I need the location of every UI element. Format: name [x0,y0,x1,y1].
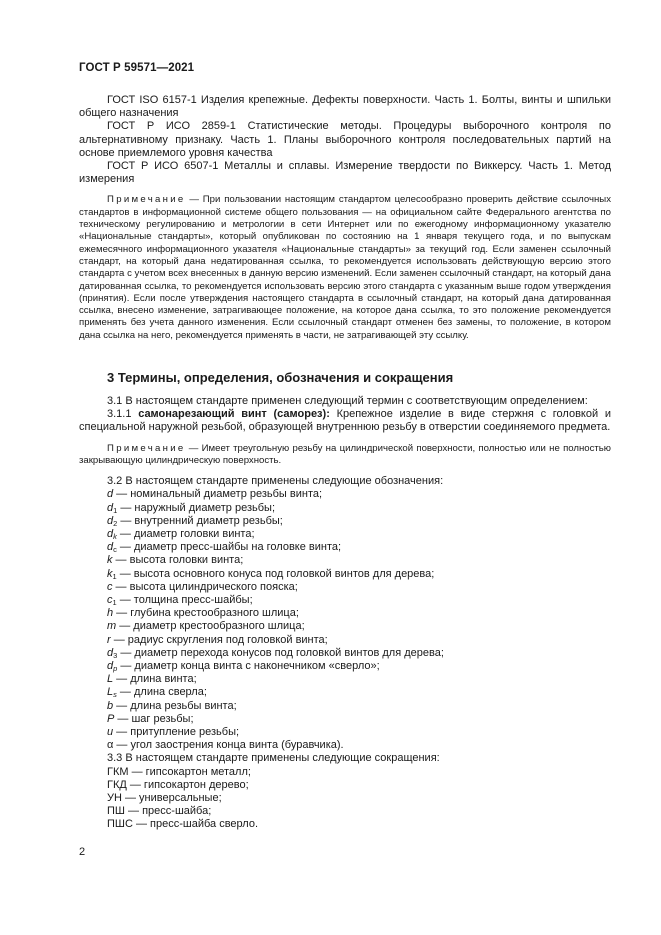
symbol: L [107,673,114,686]
symbol-description: — толщина пресс-шайбы; [116,594,253,607]
symbol: d [107,501,114,514]
symbol: d [107,528,114,540]
abbreviation-item: ГКД — гипсокартон дерево; [107,778,249,791]
symbol-description: — диаметр крестообразного шлица; [116,620,305,633]
abbreviation-item: УН — универсальные; [107,792,222,805]
symbol-description: — длина резьбы винта; [113,699,237,712]
symbol-description: — диаметр пресс-шайбы на головке винта; [116,541,342,554]
term-number: 3.1.1 [107,408,139,421]
reference-gost-iso-6157-1: ГОСТ ISO 6157-1 Изделия крепежные. Дефекты поверхности. Часть 1. Болты, винты и шпильки общего назначения [79,94,611,120]
symbol-subscript: p [113,664,118,674]
symbol-item [79,726,611,739]
symbol-subscript: s [113,690,117,700]
symbol: c [107,594,113,607]
symbol-description: — высота цилиндрического пояска; [112,580,298,593]
symbol: h [107,607,114,620]
symbol-description: — внутренний диаметр резьбы; [117,514,283,527]
symbol-subscript: 2 [113,518,118,528]
symbol-subscript: 1 [113,505,118,515]
symbol: k [107,554,113,567]
symbol-item [79,660,611,673]
symbol-subscript: 3 [113,650,118,660]
note-text: — Имеет треугольную резьбу на цилиндрической поверхности, полностью или не полностью закрывающую цилиндрическую поверхность. [79,442,611,466]
symbol-item [79,554,611,567]
symbol-description: — наружный диаметр резьбы; [117,501,275,514]
standard-code-header: ГОСТ Р 59571—2021 [79,62,195,74]
symbol-item [79,739,611,752]
symbol-subscript: c [113,545,117,555]
abbreviations-list [79,766,611,832]
abbreviation-item: ПШС — пресс-шайба сверло. [107,818,259,831]
symbol: b [107,699,114,712]
symbol: u [107,726,114,739]
symbol-description: — номинальный диаметр резьбы винта; [113,488,323,501]
symbol-item [79,515,611,528]
symbol-description: — высота головки винта; [112,554,244,567]
symbol-description: — диаметр головки винта; [116,528,255,540]
symbol-description: — длина сверла; [116,686,207,699]
page-content [79,94,611,832]
symbol: m [107,620,117,633]
symbol-item [79,634,611,647]
symbol-item [79,488,611,501]
symbol-item [79,647,611,660]
symbols-list [79,488,611,752]
symbol-item [79,700,611,713]
symbol-description: — диаметр перехода конусов под головкой винтов для дерева; [117,646,444,659]
reference-gost-r-iso-2859-1: ГОСТ Р ИСО 2859-1 Статистические методы. Процедуры выборочного контроля по альтернативному признаку. Часть 1. Планы выборочного контроля последовательных партий на основе приемлемого уровня качества [79,120,611,159]
symbol: c [107,580,113,593]
symbol-item [79,620,611,633]
symbol: d [107,646,114,659]
note-normative-references [79,194,611,342]
note-text: — При пользовании настоящим стандартом целесообразно проверить действие ссылочных стандартов в информационной системе общего пользования — на официальном сайте Федерального агентства по техническому регулированию и метрологии в сети Интернет или по ежегодному информационному указателю «Национальные стандарты», который опубликован по состоянию на 1 января текущего года, и по выпускам ежемесячного информационного указателя «Национальные стандарты» за текущий год. Если заменен ссылочный стандарт, на который дана недатированная ссылка, то рекомендуется использовать действующую версию этого стандарта с учетом всех внесенных в данную версию изменений. Если заменен ссылочный стандарт, на который дана датированная ссылка, то рекомендуется использовать версию этого стандарта с указанным выше годом утверждения (принятия). Если после утверждения настоящего стандарта в ссылочный стандарт, на который дана датированная ссылка, внесено изменение, затрагивающее положение, на которое дана ссылка, то это положение рекомендуется применять без учета данного изменения. Если ссылочный стандарт отменен без замены, то положение, в котором дана ссылка на него, рекомендуется применять в части, не затрагивающей эту ссылку. [79,194,611,341]
symbol: L [107,686,114,699]
page-number: 2 [79,846,86,858]
symbol-item [79,528,611,541]
note-label: Примечание [107,442,186,454]
symbol-item [79,568,611,581]
symbol-description: — угол заострения конца винта (буравчика). [113,739,344,752]
term-name: самонарезающий винт (саморез): [138,408,330,421]
symbol-description: — притупление резьбы; [113,726,240,739]
symbol: α [107,739,114,752]
clause-3-3: 3.3 В настоящем стандарте применены следующие сокращения: [107,752,440,765]
reference-gost-r-iso-6507-1: ГОСТ Р ИСО 6507-1 Металлы и сплавы. Измерение твердости по Виккерсу. Часть 1. Метод измерения [79,160,611,186]
symbol: r [107,633,111,646]
clause-3-1: 3.1 В настоящем стандарте применен следующий термин с соответствующим определением: [107,394,588,407]
symbol-description: — диаметр конца винта с наконечником «сверло»; [117,660,380,673]
symbol: d [107,514,114,527]
symbol-item [79,541,611,554]
clause-3-2: 3.2 В настоящем стандарте применены следующие обозначения: [107,475,444,488]
note-label: Примечание [107,194,186,206]
symbol-item [79,502,611,515]
symbol: k [107,567,113,580]
symbol-description: — радиус скругления под головкой винта; [110,633,328,646]
term-definition: Крепежное изделие в виде стержня с головкой и специальной наружной резьбой, образующей внутреннюю резьбу в отверстии соединяемого предмета. [79,408,611,434]
symbol-item [79,581,611,594]
symbol: d [107,660,114,673]
abbreviation-item: ГКМ — гипсокартон металл; [107,765,251,778]
symbol-subscript: 1 [112,571,117,581]
symbol-description: — шаг резьбы; [114,712,194,725]
symbol: d [107,488,114,501]
abbreviation-item: ПШ — пресс-шайба; [107,805,212,818]
symbol-description: — длина винта; [113,673,197,686]
symbol-subscript: k [113,532,117,541]
symbol-item [79,607,611,620]
section-3-heading: 3 Термины, определения, обозначения и сокращения [107,369,454,385]
note-term [79,443,611,468]
clause-3-1-1 [79,408,611,434]
symbol-description: — глубина крестообразного шлица; [113,607,299,620]
symbol-description: — высота основного конуса под головкой винтов для дерева; [116,567,435,580]
symbol-item [79,673,611,686]
symbol-item [79,594,611,607]
symbol-item [79,713,611,726]
symbol-subscript: 1 [112,598,117,608]
symbol: d [107,541,114,554]
symbol: P [107,712,115,725]
symbol-item [79,686,611,699]
